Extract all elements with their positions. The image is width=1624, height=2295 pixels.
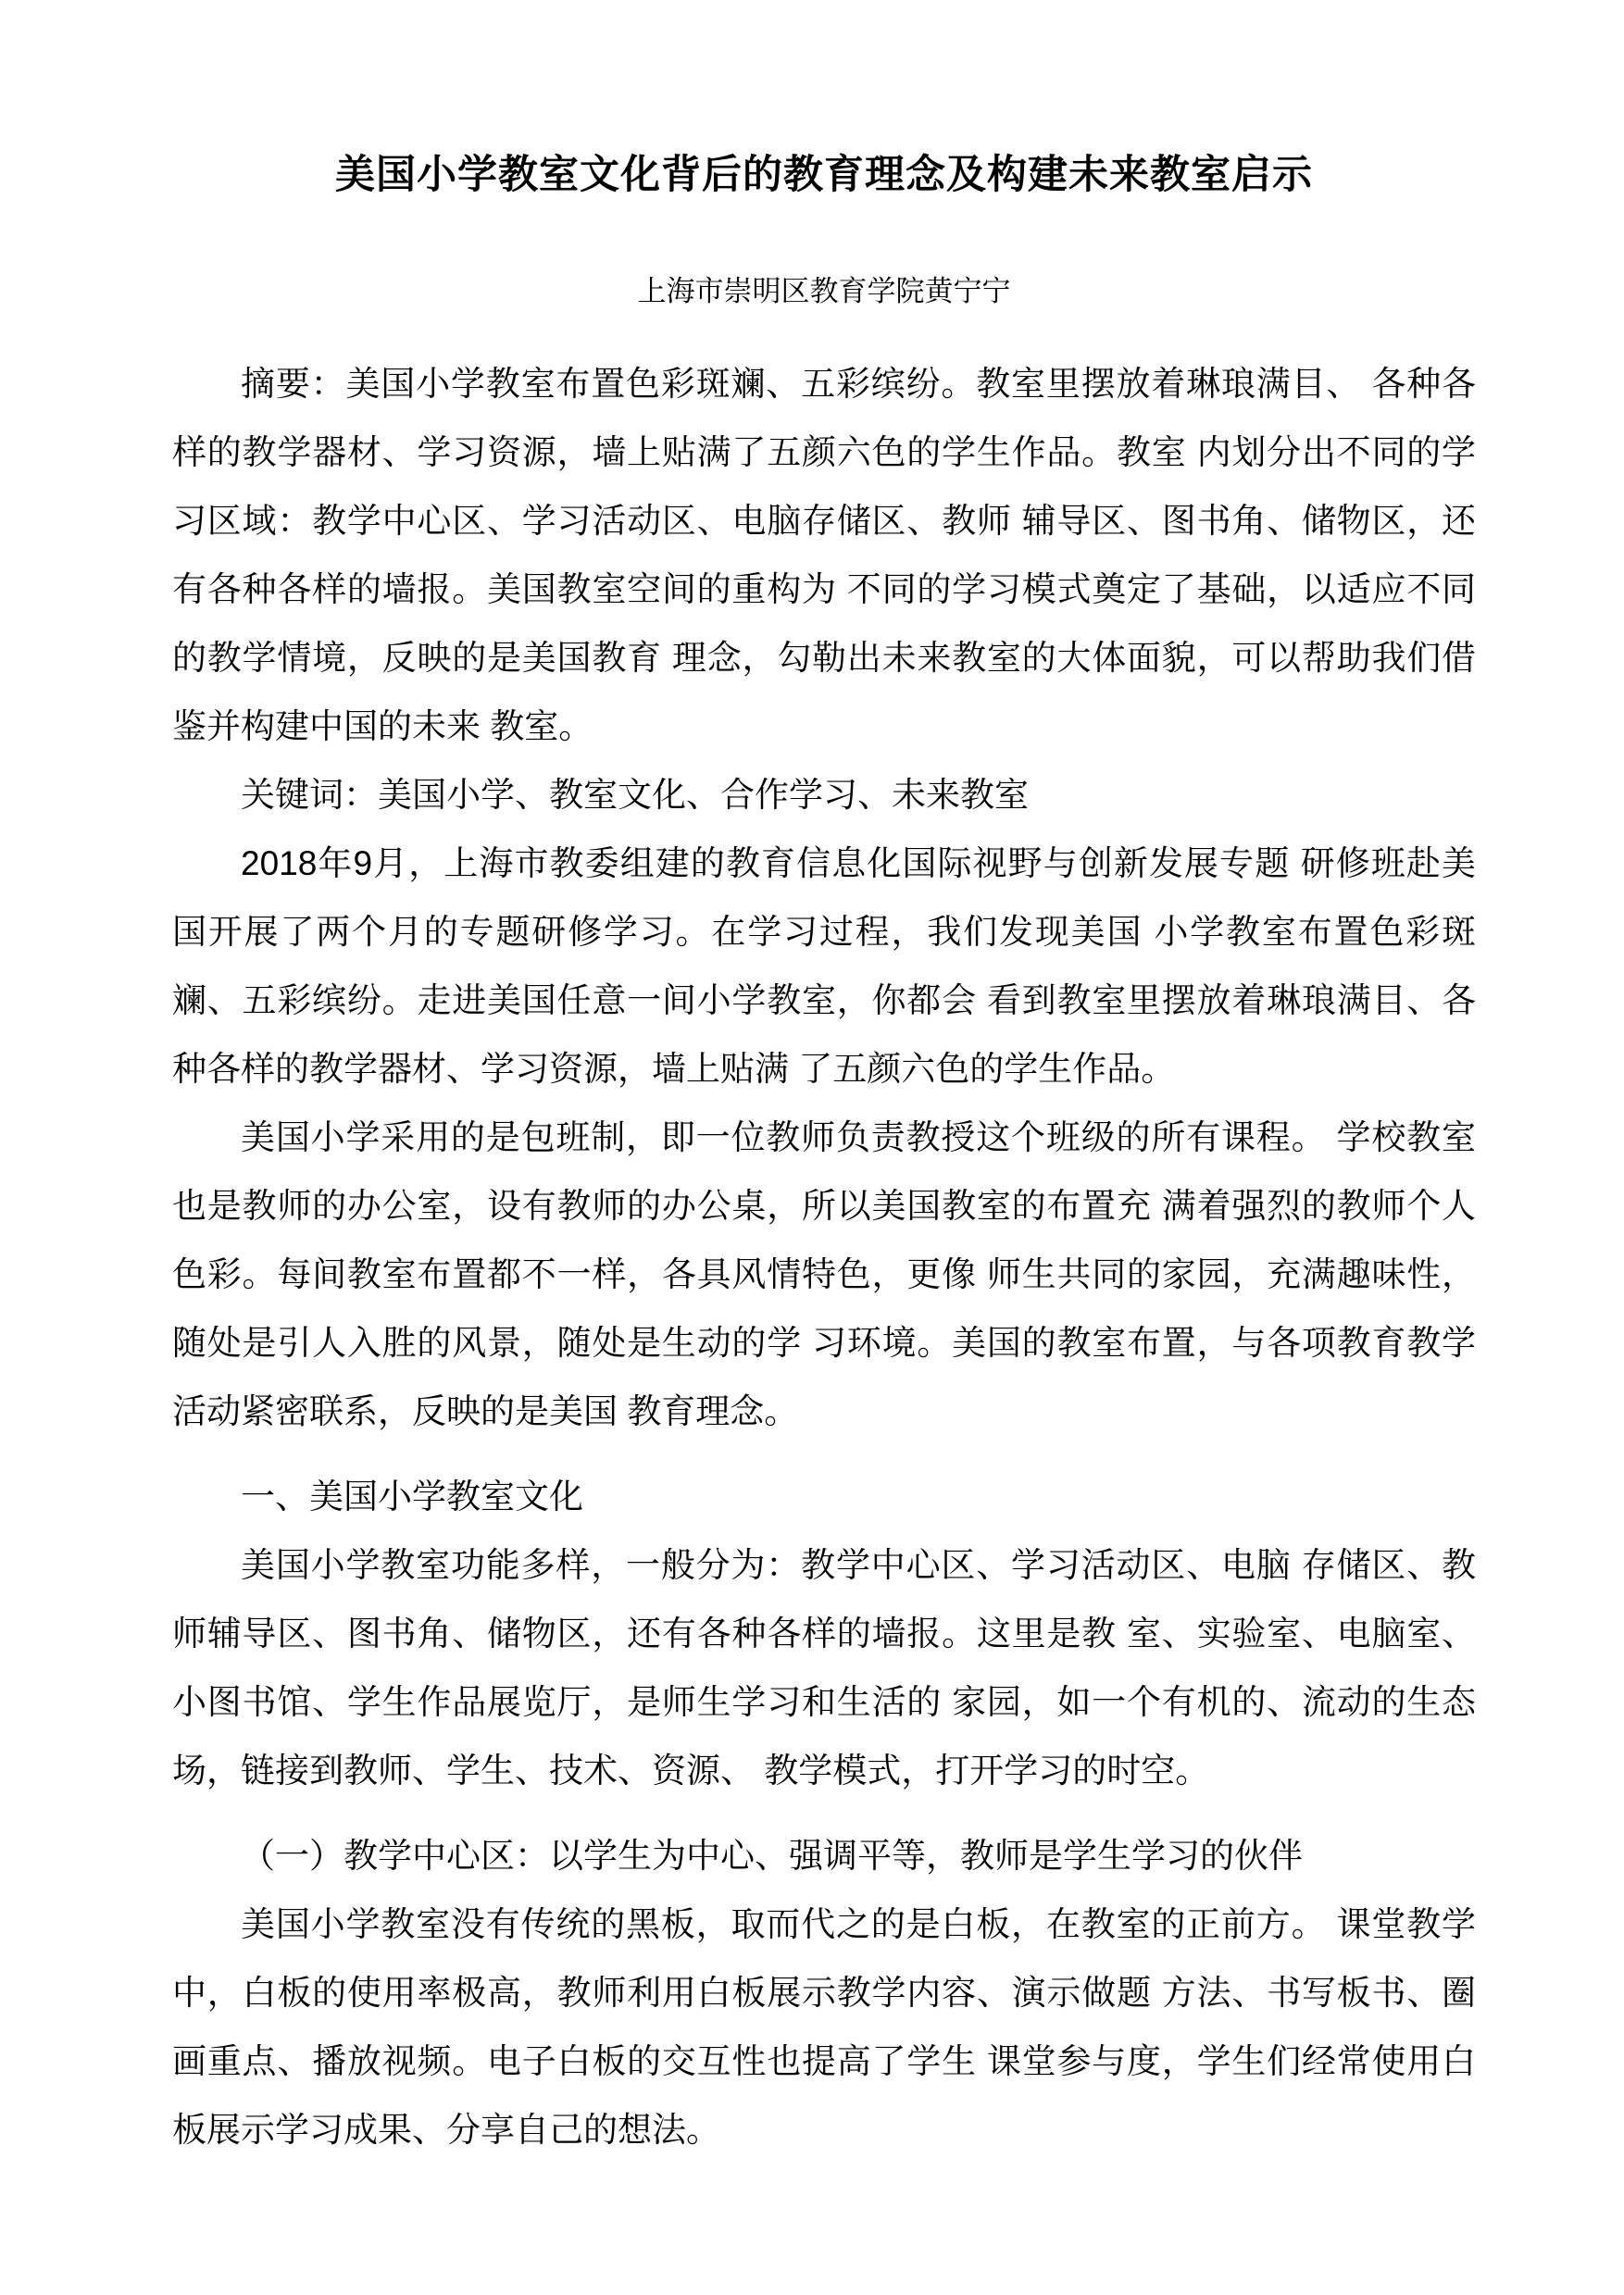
body-paragraph: 美国小学采用的是包班制，即一位教师负责教授这个班级的所有课程。 学校教室也是教师的办公室，设有教师的办公桌，所以美国教室的布置充 满着强烈的教师个人色彩。每间教室布置都不一样，各具风情特色，更像 师生共同的家园，充满趣味性，随处是引人入胜的风景，随处是生动的学 习环境。美国的教室布置，与各项教育教学活动紧密联系，反映的是美国 教育理念。 [172,1118,1476,1430]
body-paragraph: 2018年9月，上海市教委组建的教育信息化国际视野与创新发展专题 研修班赴美国开展了两个月的专题研修学习。在学习过程，我们发现美国 小学教室布置色彩斑斓、五彩缤纷。走进美国任意一间小学教室，你都会 看到教室里摆放着琳琅满目、各种各样的教学器材、学习资源，墙上贴满 了五颜六色的学生作品。 [172,844,1476,1088]
section-heading: 一、美国小学教室文化 [241,1478,583,1515]
body-paragraph: 美国小学教室功能多样，一般分为：教学中心区、学习活动区、电脑 存储区、教师辅导区、图书角、储物区，还有各种各样的墙报。这里是教 室、实验室、电脑室、小图书馆、学生作品展览厅，是师生学习和生活的 家园，如一个有机的、流动的生态场，链接到教师、学生、技术、资源、 教学模式，打开学习的时空。 [172,1546,1476,1790]
body-paragraph: 美国小学教室没有传统的黑板，取而代之的是白板，在教室的正前方。 课堂教学中，白板的使用率极高，教师利用白板展示教学内容、演示做题 方法、书写板书、圈画重点、播放视频。电子白板的交互性也提高了学生 课堂参与度，学生们经常使用白板展示学习成果、分享自己的想法。 [172,1905,1476,2149]
document-author: 上海市崇明区教育学院黄宁宁 [637,275,1011,307]
section-heading: （一）教学中心区：以学生为中心、强调平等，教师是学生学习的伙伴 [241,1837,1303,1875]
body-paragraph: 关键词：美国小学、教室文化、合作学习、未来教室 [241,776,1029,814]
document-title: 美国小学教室文化背后的教育理念及构建未来教室启示 [335,153,1313,197]
body-paragraph: 摘要：美国小学教室布置色彩斑斓、五彩缤纷。教室里摆放着琳琅满目、 各种各样的教学器材、学习资源，墙上贴满了五颜六色的学生作品。教室 内划分出不同的学习区域：教学中心区、学习活动区、电脑存储区、教师 辅导区、图书角、储物区，还有各种各样的墙报。美国教室空间的重构为 不同的学习模式奠定了基础，以适应不同的教学情境，反映的是美国教育 理念，勾勒出未来教室的大体面貌，可以帮助我们借鉴并构建中国的未来 教室。 [172,365,1476,745]
document-body [172,350,1476,2164]
